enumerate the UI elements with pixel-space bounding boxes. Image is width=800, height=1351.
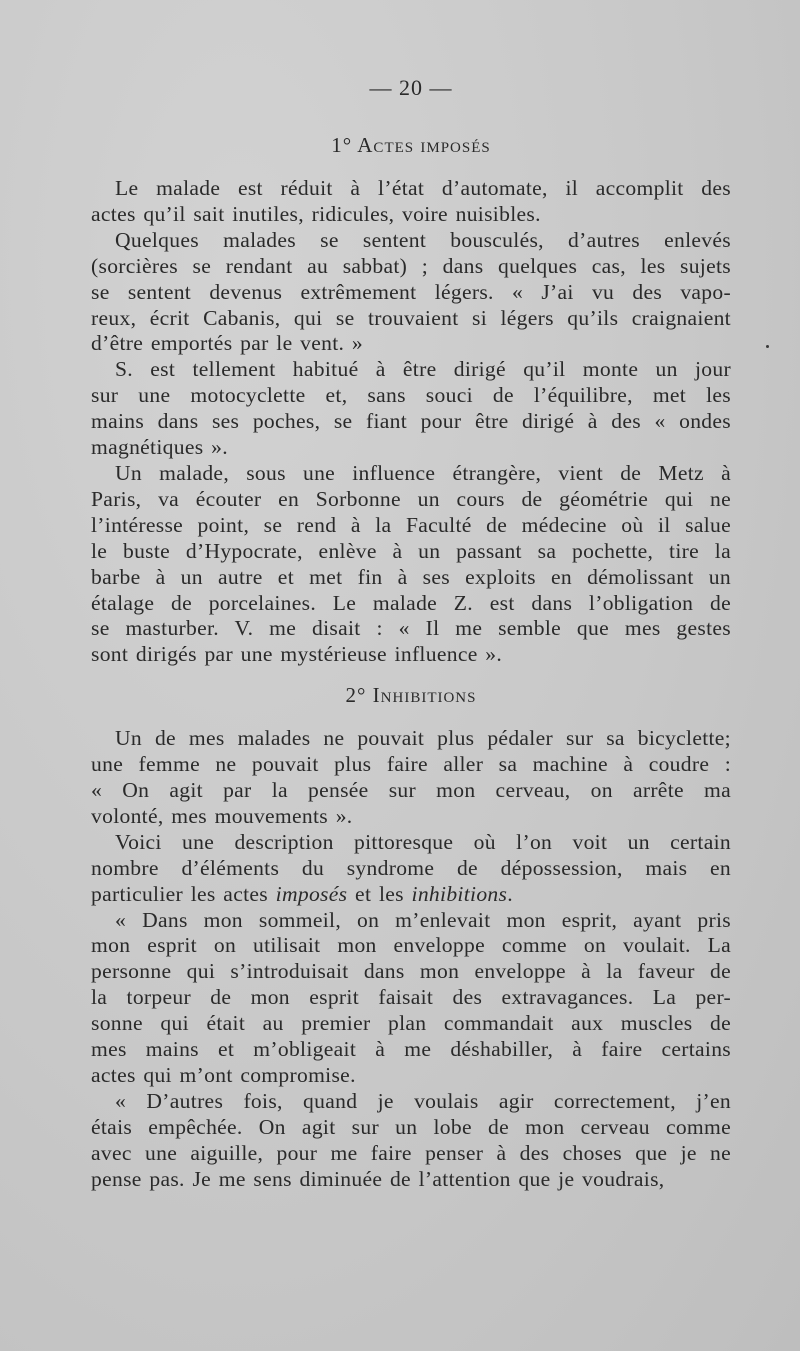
text-line: se sentent devenus extrêmement légers. « J’ai vu des vapo- [91,279,731,304]
page-number: — 20 — [369,75,453,100]
text-line: Un de mes malades ne pouvait plus pédaler sur sa bicyclette; [115,726,731,751]
text-line: d’être emportés par le vent. » [91,331,364,356]
page [91,68,731,1193]
text-line: étalage de porcelaines. Le malade Z. est dans l’obligation de [91,590,731,615]
text-line: Quelques malades se sentent bousculés, d’autres enlevés [115,227,731,252]
text-line: « On agit par la pensée sur mon cerveau, on arrête ma [91,778,731,803]
text-line: une femme ne pouvait plus faire aller sa machine à coudre : [91,752,731,777]
text-line: avec une aiguille, pour me faire penser à des choses que je ne [91,1140,731,1165]
text-line: Paris, va écouter en Sorbonne un cours de géométrie qui ne [91,486,731,511]
text-line: particulier les actes imposés et les inhibitions. [91,881,513,906]
text-line: sonne qui était au premier plan commandait aux muscles de [91,1011,731,1036]
text-line: étais empêchée. On agit sur un lobe de mon cerveau comme [91,1114,731,1139]
text-line: « D’autres fois, quand je voulais agir correctement, j’en [115,1088,731,1113]
text-line: sur une motocyclette et, sans souci de l’équilibre, met les [91,383,731,408]
emphasis: inhibitions [411,881,508,906]
text-line: mains dans ses poches, se fiant pour être dirigé à des « ondes [91,409,731,434]
text-line: le buste d’Hypocrate, enlève à un passant sa pochette, tire la [91,538,731,563]
emphasis: imposés [275,881,348,906]
text-line: Un malade, sous une influence étrangère, vient de Metz à [115,460,731,485]
text-line: actes qu’il sait inutiles, ridicules, voire nuisibles. [91,201,541,226]
text-line: pense pas. Je me sens diminuée de l’attention que je voudrais, [91,1166,665,1191]
text-line: barbe à un autre et met fin à ses exploits en démolissant un [91,564,731,589]
text-line: se masturber. V. me disait : « Il me semble que mes gestes [91,616,731,641]
text-line: personne qui s’introduisait dans mon enveloppe à la faveur de [91,959,731,984]
text-line: S. est tellement habitué à être dirigé qu’il monte un jour [115,357,731,382]
text-line: la torpeur de mon esprit faisait des extravagances. La per- [91,985,731,1010]
page-body [91,132,731,1193]
text-line: actes qui m’ont compromise. [91,1063,356,1087]
text-line: Le malade est réduit à l’état d’automate, il accomplit des [115,176,731,200]
text-line: magnétiques ». [91,435,228,460]
text-line: (sorcières se rendant au sabbat) ; dans quelques cas, les sujets [91,253,731,278]
text-line: l’intéresse point, se rend à la Faculté de médecine où il salue [91,512,731,537]
ink-speck [766,345,769,348]
text-line: reux, écrit Cabanis, qui se trouvaient si légers qu’ils craignaient [91,305,731,330]
text-line: « Dans mon sommeil, on m’enlevait mon esprit, ayant pris [115,907,731,932]
text-line: mes mains et m’obligeait à me déshabiller, à faire certains [91,1037,731,1062]
text-line: nombre d’éléments du syndrome de dépossession, mais en [91,855,731,880]
section-heading: 2° Inhibitions [345,683,477,708]
section-heading: 1° Actes imposés [331,133,491,157]
text-line: Voici une description pittoresque où l’on voit un certain [115,829,731,854]
text-line: mon esprit on utilisait mon enveloppe comme on voulait. La [91,933,731,958]
text-line: sont dirigés par une mystérieuse influence ». [91,642,503,667]
text-line: volonté, mes mouvements ». [91,803,353,828]
